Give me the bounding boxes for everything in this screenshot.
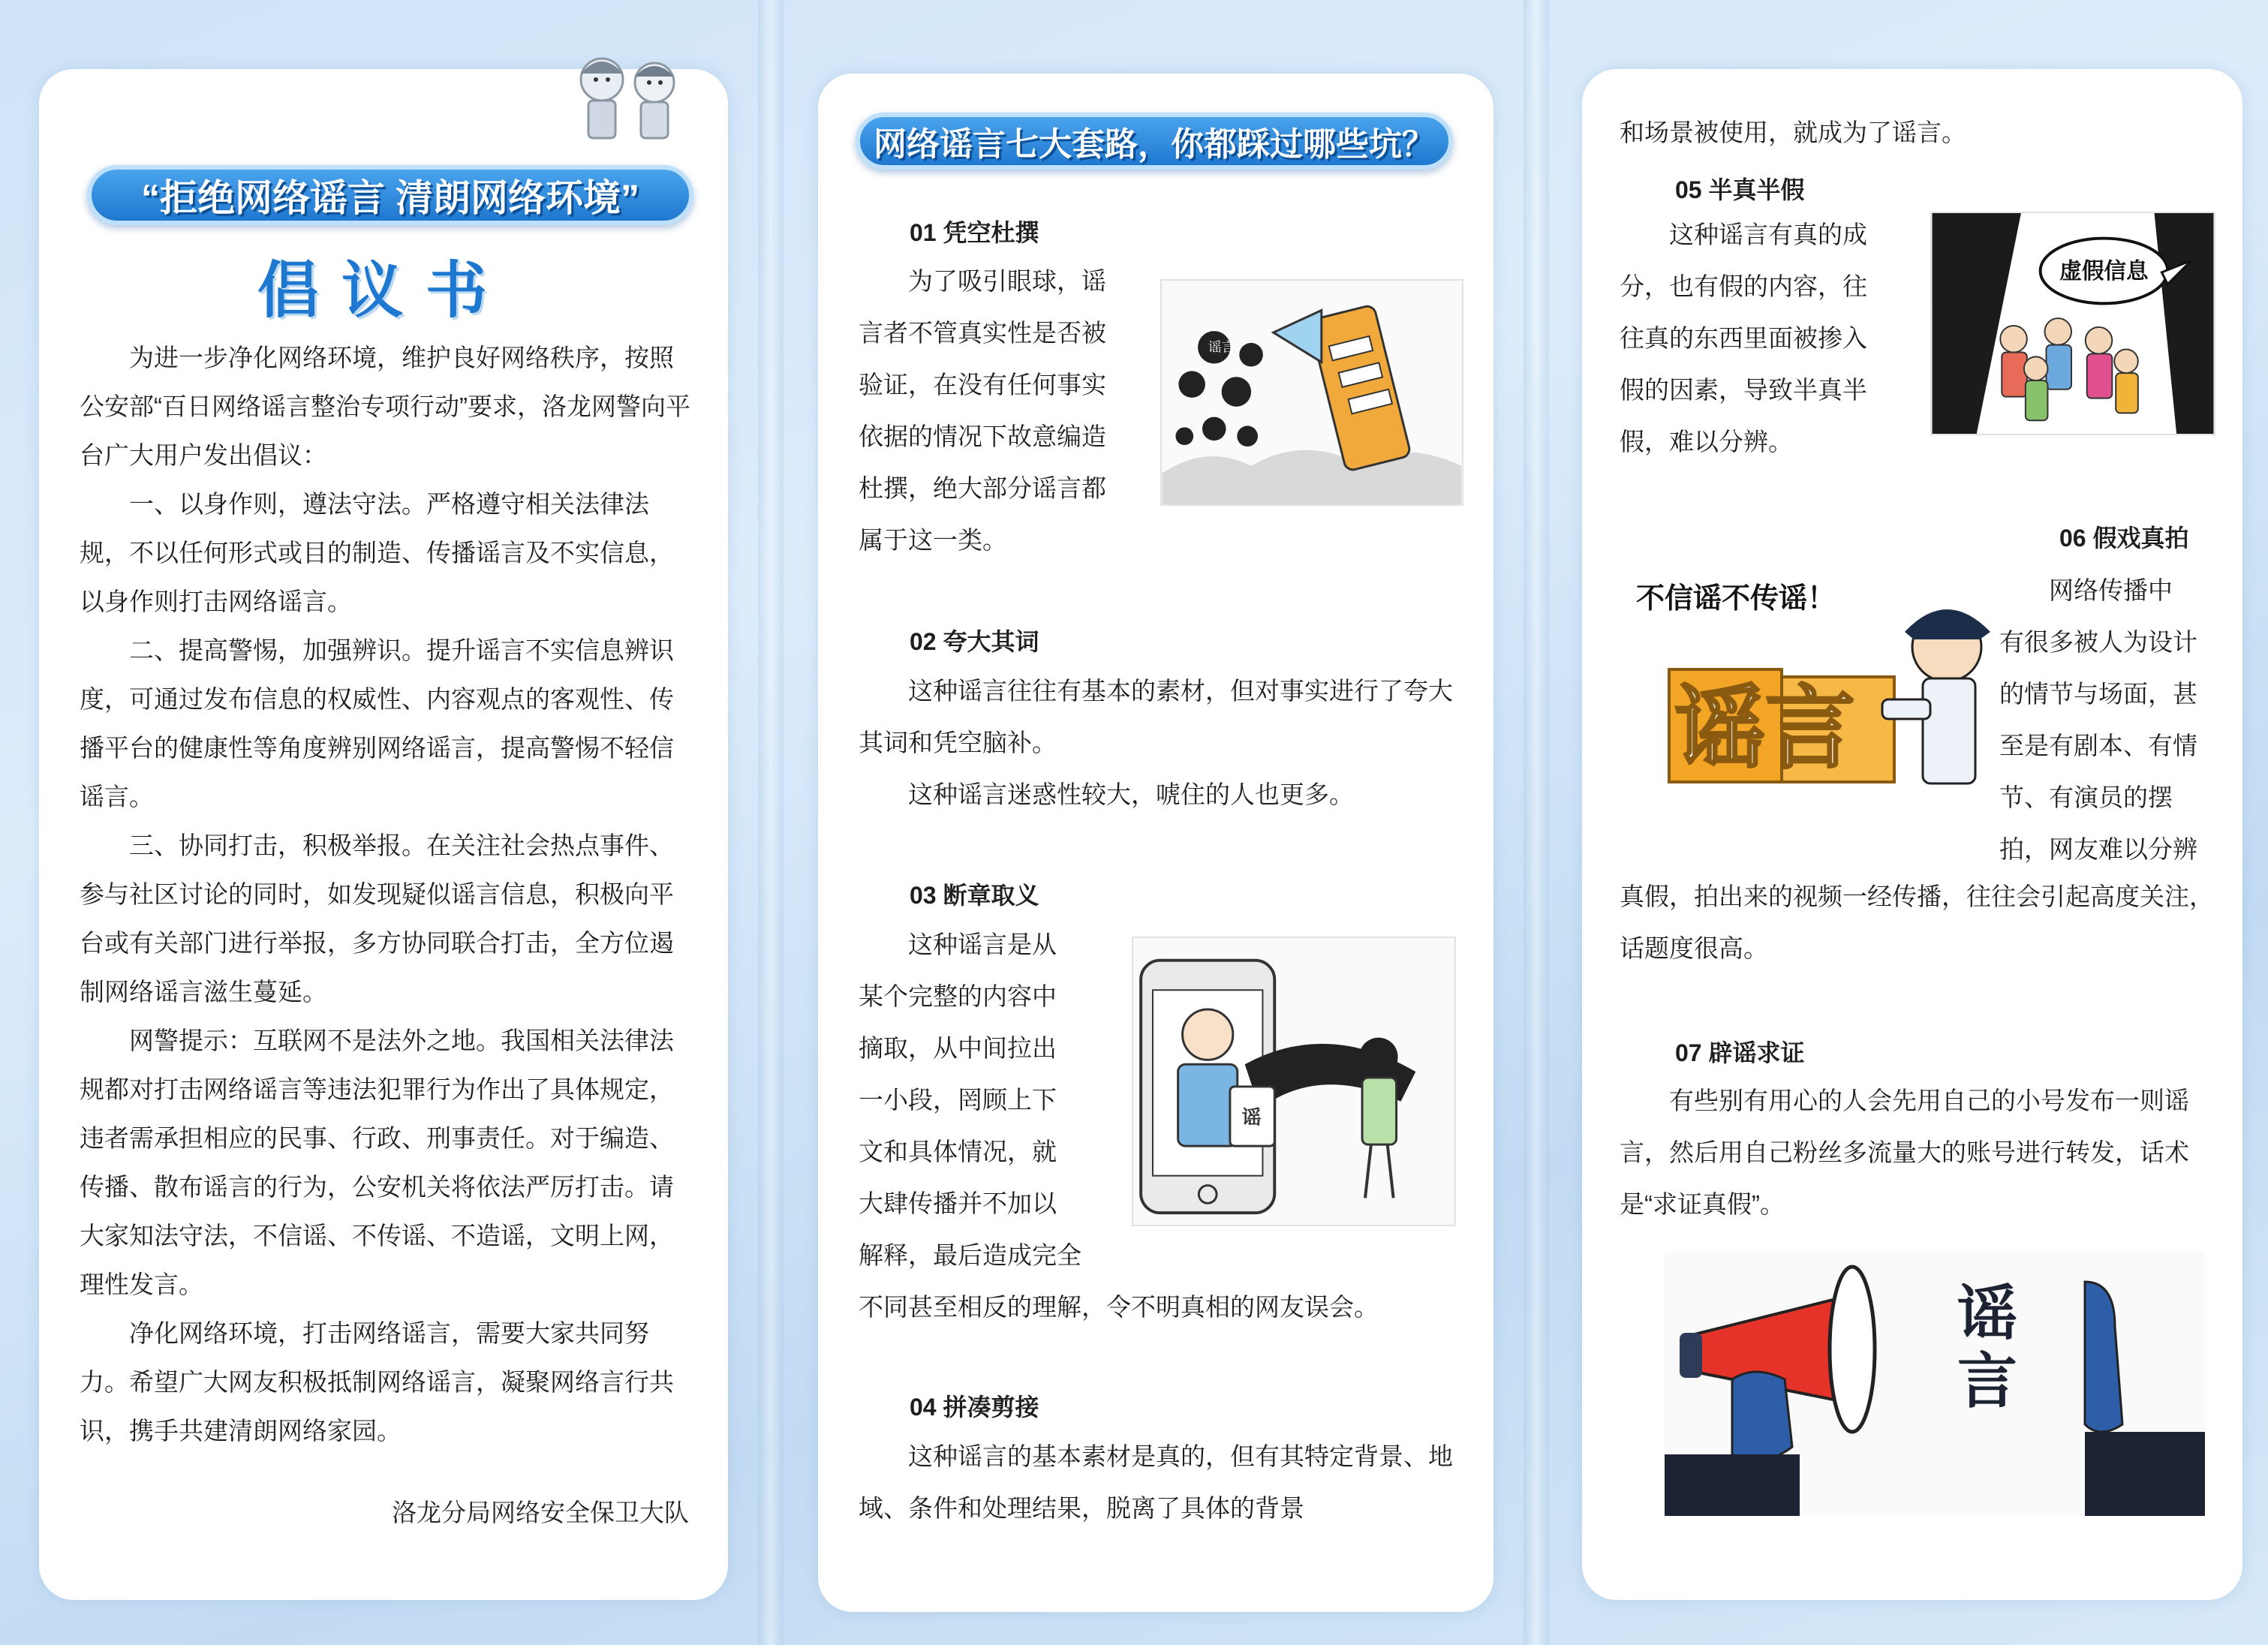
left-banner-title: “拒绝网络谣言 清朗网络环境” xyxy=(87,165,693,225)
text-line: 文和具体情况，就 xyxy=(859,1138,1057,1165)
section-05-text xyxy=(1620,209,1920,468)
text-line: 某个完整的内容中 xyxy=(859,982,1057,1010)
text-line: 的情节与场面，甚 xyxy=(1999,680,2197,708)
section-03-tail: 不同甚至相反的理解，令不明真相的网友误会。 xyxy=(859,1293,1379,1321)
fabrication-illustration xyxy=(1160,279,1463,506)
section-06-tail: 真假，拍出来的视频一经传播，往往会引起高度关注，话题度很高。 xyxy=(1620,883,2214,962)
text-line: 至是有剧本、有情 xyxy=(1999,732,2197,759)
proposal-paragraph: 一、以身作则，遵法守法。严格遵守相关法律法规，不以任何形式或目的制造、传播谣言及不实信息，以身作则打击网络谣言。 xyxy=(80,490,674,615)
text-line: 为了吸引眼球，谣 xyxy=(908,267,1106,295)
half-truth-illustration xyxy=(1930,212,2215,435)
section-06-heading: 06 假戏真拍 xyxy=(2059,525,2189,552)
text-line: 分，也有假的内容，往 xyxy=(1620,272,1867,300)
proposal-paragraph: 三、协同打击，积极举报。在关注社会热点事件、参与社区讨论的同时，如发现疑似谣言信息，积极向平台或有关部门进行举报，多方协同联合打击，全方位遏制网络谣言滋生蔓延。 xyxy=(80,832,674,1006)
text-line: 这种谣言有真的成 xyxy=(1669,221,1867,248)
text-line: 摘取，从中间拉出 xyxy=(859,1034,1057,1062)
text-line: 杜撰，绝大部分谣言都 xyxy=(859,474,1106,502)
proposal-paragraph: 为进一步净化网络环境，维护良好网络秩序，按照公安部“百日网络谣言整治专项行动”要求，洛龙网警向平台广大用户发出倡议： xyxy=(80,344,690,469)
section-07-heading: 07 辟谣求证 xyxy=(1675,1039,1805,1066)
section-04-text: 这种谣言的基本素材是真的，但有其特定背景、地域、条件和处理结果，脱离了具体的背景 xyxy=(859,1442,1453,1522)
text-line: 言者不管真实性是否被 xyxy=(859,319,1106,347)
proposal-title: 倡议书 xyxy=(257,257,510,325)
section-06-text xyxy=(1999,564,2224,875)
section-01-text xyxy=(859,255,1159,566)
text-line: 假的因素，导致半真半 xyxy=(1620,376,1867,404)
police-mascot-icon xyxy=(549,42,699,147)
rumor-glyph-1: 谣 xyxy=(1957,1279,2017,1349)
section-04-heading: 04 拼凑剪接 xyxy=(910,1394,1039,1421)
text-line: 一小段，罔顾上下 xyxy=(859,1086,1057,1114)
rumor-bag-label: 谣 xyxy=(1241,1106,1262,1129)
refuse-rumor-caption: 不信谣不传谣！ xyxy=(1636,582,1836,615)
text-line: 假，难以分辨。 xyxy=(1620,428,1793,456)
signature: 洛龙分局网络安全保卫大队 xyxy=(392,1499,689,1526)
out-of-context-illustration xyxy=(1132,937,1456,1226)
proposal-paragraph: 净化网络环境，打击网络谣言，需要大家共同努力。希望广大网友积极抵制网络谣言，凝聚网络言行共识，携手共建清朗网络家园。 xyxy=(80,1319,674,1445)
text-line: 往真的东西里面被掺入 xyxy=(1620,324,1867,352)
proposal-body xyxy=(80,333,690,1455)
section-02-note: 这种谣言迷惑性较大，唬住的人也更多。 xyxy=(908,780,1354,808)
section-03-heading: 03 断章取义 xyxy=(910,882,1039,909)
section-01-heading: 01 凭空杜撰 xyxy=(910,219,1039,246)
middle-banner-title: 网络谣言七大套路，你都踩过哪些坑？ xyxy=(856,113,1453,170)
section-03-text xyxy=(859,919,1129,1281)
section-07-text: 有些别有用心的人会先用自己的小号发布一则谣言，然后用自己粉丝多流量大的账号进行转发，话术是“求证真假”。 xyxy=(1620,1087,2189,1218)
section-05-heading: 05 半真半假 xyxy=(1675,176,1805,203)
rumor-box-text: 谣言 xyxy=(1675,677,1855,781)
stop-rumor-megaphone-illustration xyxy=(1665,1252,2205,1516)
text-line: 这种谣言是从 xyxy=(908,931,1057,958)
rumor-label: 谣言 xyxy=(1208,340,1235,356)
section-02-text: 这种谣言往往有基本的素材，但对事实进行了夸大其词和凭空脑补。 xyxy=(859,677,1453,756)
text-line: 大肆传播并不加以 xyxy=(859,1189,1057,1217)
text-line: 属于这一类。 xyxy=(859,526,1007,554)
section-04-continued: 和场景被使用，就成为了谣言。 xyxy=(1620,119,1966,146)
text-line: 拍，网友难以分辨 xyxy=(1999,835,2197,863)
section-02-heading: 02 夸大其词 xyxy=(910,628,1039,655)
proposal-paragraph: 二、提高警惕，加强辨识。提升谣言不实信息辨识度，可通过发布信息的权威性、内容观点的客观性、传播平台的健康性等角度辨别网络谣言，提高警惕不轻信谣言。 xyxy=(80,636,674,810)
text-line: 验证，在没有任何事实 xyxy=(859,371,1106,398)
text-line: 有很多被人为设计 xyxy=(1999,628,2197,656)
text-line: 网络传播中 xyxy=(2049,576,2173,604)
proposal-paragraph: 网警提示：互联网不是法外之地。我国相关法律法规都对打击网络谣言等违法犯罪行为作出了具体规定，违者需承担相应的民事、行政、刑事责任。对于编造、传播、散布谣言的行为，公安机关将依法严厉打击。请大家知法守法，不信谣、不传谣、不造谣，文明上网，理性发言。 xyxy=(80,1027,674,1298)
rumor-glyph-2: 言 xyxy=(1957,1346,2017,1416)
refuse-rumor-illustration xyxy=(1627,564,2014,804)
text-line: 依据的情况下故意编造 xyxy=(859,423,1106,450)
text-line: 节、有演员的摆 xyxy=(1999,783,2173,811)
false-info-bubble: 虚假信息 xyxy=(2059,257,2149,284)
text-line: 解释，最后造成完全 xyxy=(859,1241,1081,1269)
